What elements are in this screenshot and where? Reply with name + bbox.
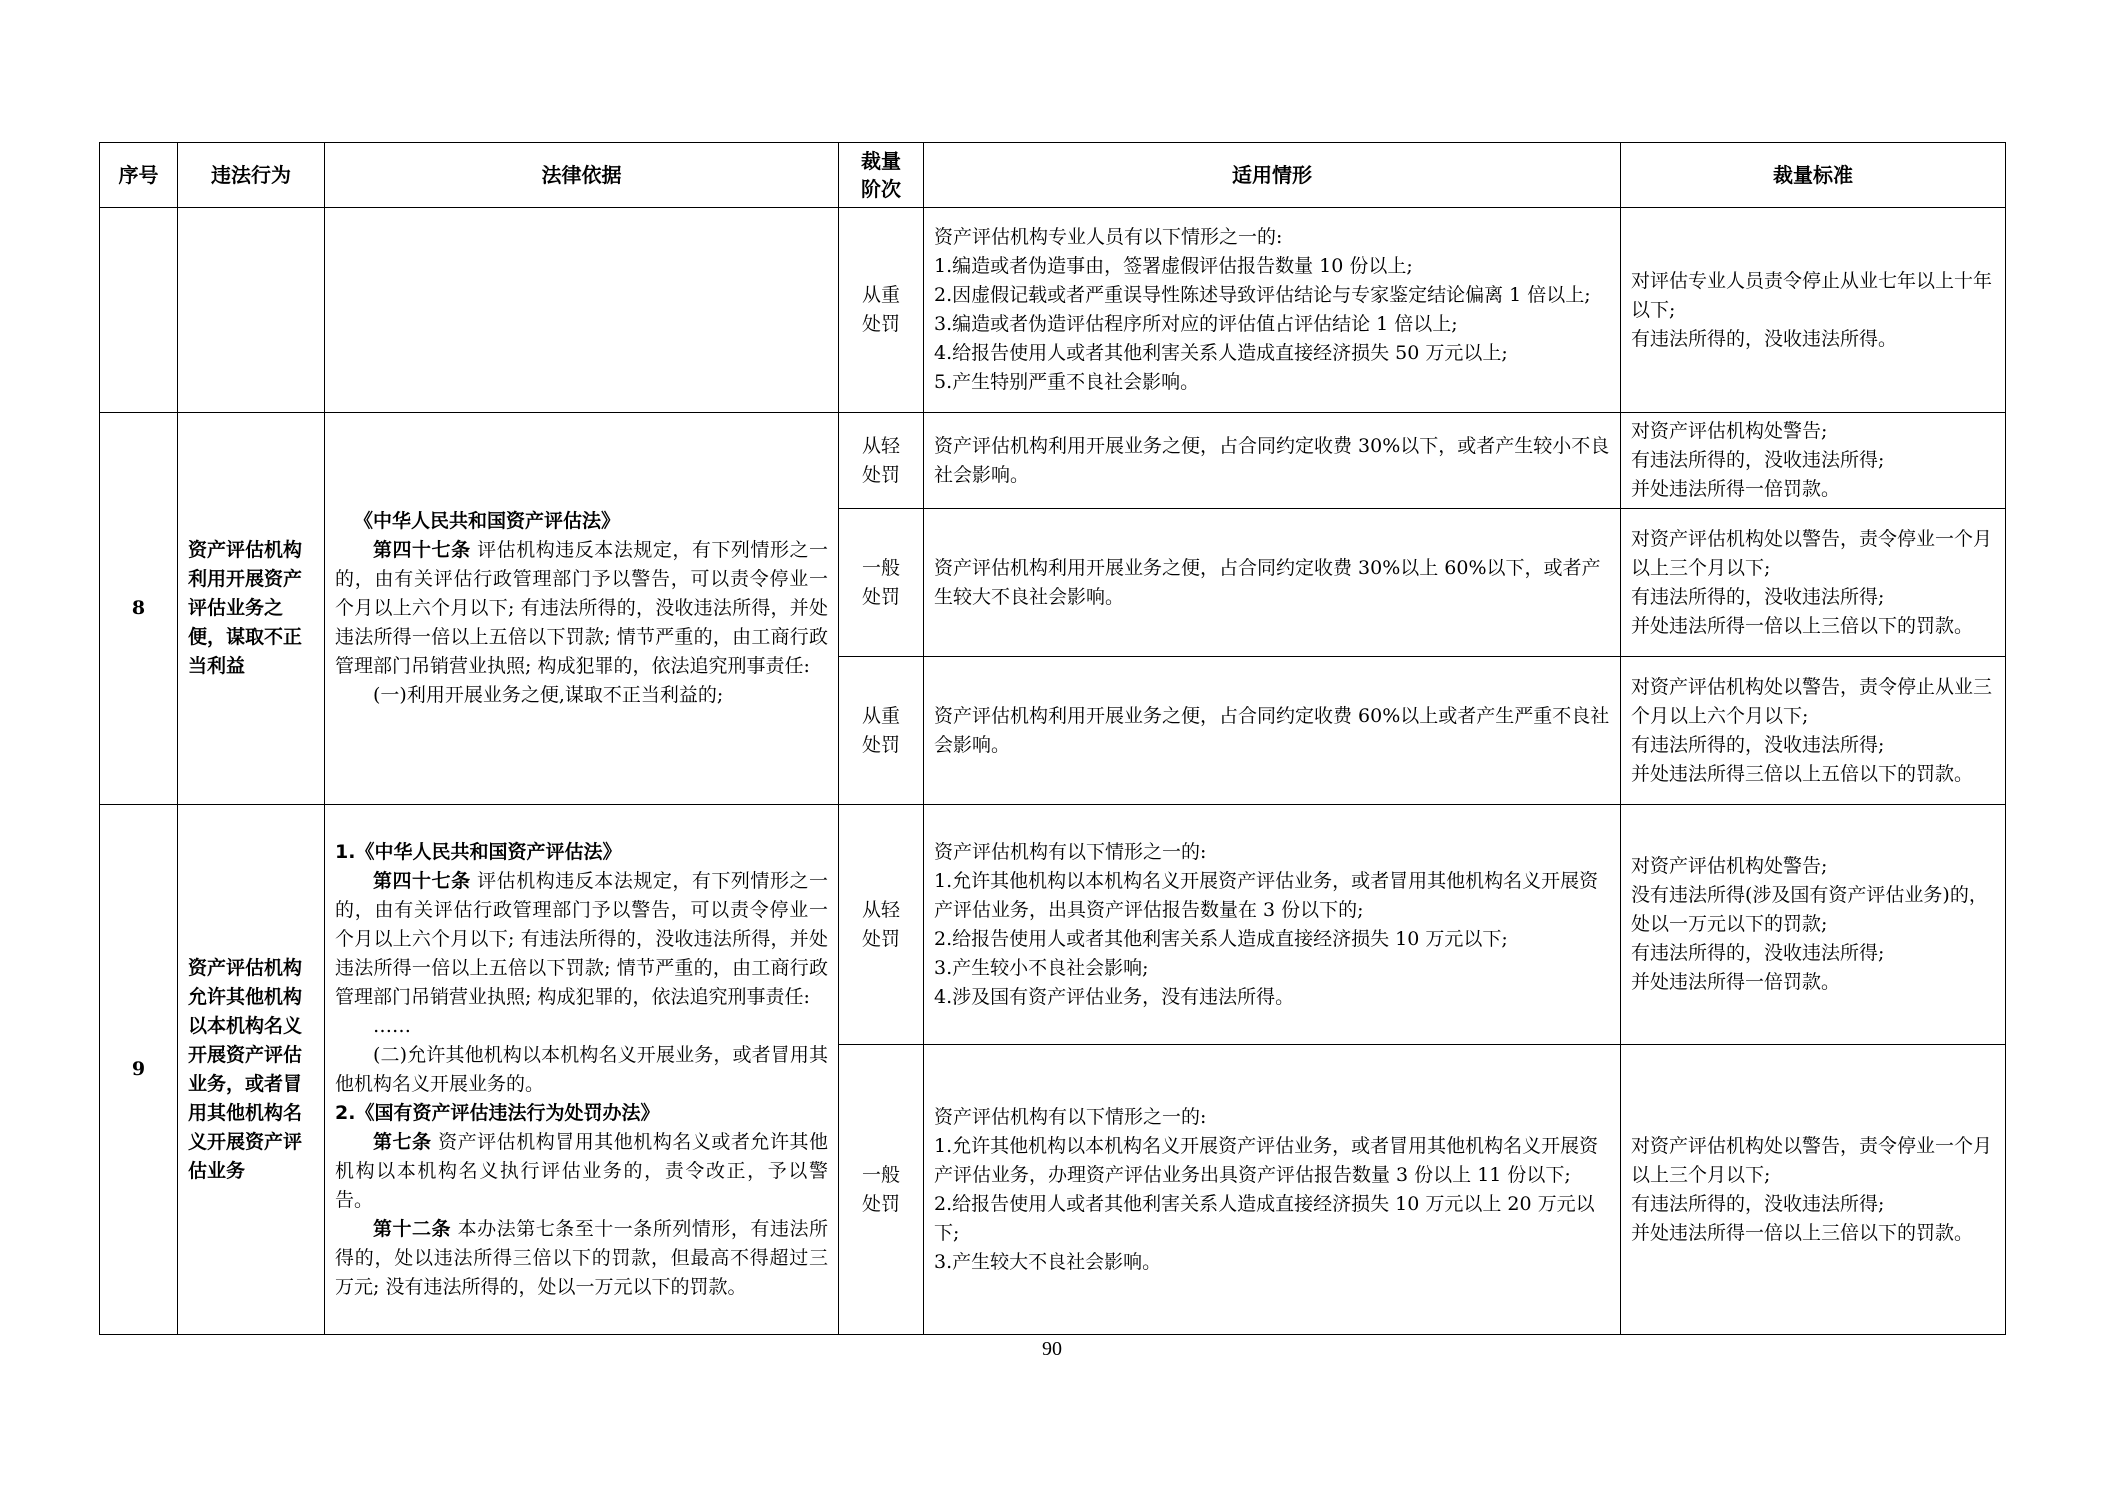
cell-law [325, 208, 839, 413]
cell-standard: 对资产评估机构处警告; 没有违法所得(涉及国有资产评估业务)的，处以一万元以下的罚款; 有违法所得的，没收违法所得; 并处违法所得一倍罚款。 [1621, 805, 2006, 1045]
page-number: 90 [1042, 1338, 1062, 1360]
cell-situation: 资产评估机构专业人员有以下情形之一的: 1.编造或者伪造事由，签署虚假评估报告数量 10 份以上; 2.因虚假记载或者严重误导性陈述导致评估结论与专家鉴定结论偏离 1 倍以上; 3.编造或者伪造评估程序所对应的评估值占评估结论 1 倍以上; 4.给报告使用人或者其他利害关系人造成直接经济损失 50 万元以上; 5.产生特别严重不良社会影响。 [924, 208, 1621, 413]
cell-level: 从轻 处罚 [839, 413, 924, 509]
header-no: 序号 [100, 143, 178, 208]
cell-act: 资产评估机构允许其他机构以本机构名义开展资产评估业务，或者冒用其他机构名义开展资产评估业务 [178, 805, 325, 1335]
cell-no [100, 208, 178, 413]
penalty-discretion-table [99, 142, 2006, 1335]
cell-level: 一般 处罚 [839, 1045, 924, 1335]
cell-standard: 对资产评估机构处以警告，责令停止从业三个月以上六个月以下; 有违法所得的，没收违法所得; 并处违法所得三倍以上五倍以下的罚款。 [1621, 657, 2006, 805]
cell-act [178, 208, 325, 413]
cell-standard: 对资产评估机构处以警告，责令停业一个月以上三个月以下; 有违法所得的，没收违法所得; 并处违法所得一倍以上三倍以下的罚款。 [1621, 509, 2006, 657]
cell-level: 从轻 处罚 [839, 805, 924, 1045]
cell-level: 从重 处罚 [839, 208, 924, 413]
cell-level: 一般 处罚 [839, 509, 924, 657]
header-level: 裁量 阶次 [839, 143, 924, 208]
header-standard: 裁量标准 [1621, 143, 2006, 208]
cell-situation: 资产评估机构有以下情形之一的: 1.允许其他机构以本机构名义开展资产评估业务，或者冒用其他机构名义开展资产评估业务，出具资产评估报告数量在 3 份以下的; 2.给报告使用人或者其他利害关系人造成直接经济损失 10 万元以下; 3.产生较小不良社会影响; 4.涉及国有资产评估业务，没有违法所得。 [924, 805, 1621, 1045]
cell-standard: 对评估专业人员责令停止从业七年以上十年以下; 有违法所得的，没收违法所得。 [1621, 208, 2006, 413]
table-row [100, 208, 2006, 413]
cell-situation: 资产评估机构利用开展业务之便，占合同约定收费 60%以上或者产生严重不良社会影响。 [924, 657, 1621, 805]
table-row [100, 805, 2006, 1045]
cell-level: 从重 处罚 [839, 657, 924, 805]
cell-no: 8 [100, 413, 178, 805]
cell-act: 资产评估机构利用开展资产评估业务之便，谋取不正当利益 [178, 413, 325, 805]
header-act: 违法行为 [178, 143, 325, 208]
cell-standard: 对资产评估机构处以警告，责令停业一个月以上三个月以下; 有违法所得的，没收违法所得; 并处违法所得一倍以上三倍以下的罚款。 [1621, 1045, 2006, 1335]
cell-situation: 资产评估机构有以下情形之一的: 1.允许其他机构以本机构名义开展资产评估业务，或者冒用其他机构名义开展资产评估业务，办理资产评估业务出具资产评估报告数量 3 份以上 11 份以下; 2.给报告使用人或者其他利害关系人造成直接经济损失 10 万元以上 20 万元以下; 3.产生较大不良社会影响。 [924, 1045, 1621, 1335]
cell-law: 《中华人民共和国资产评估法》 第四十七条 评估机构违反本法规定，有下列情形之一的，由有关评估行政管理部门予以警告，可以责令停业一个月以上六个月以下; 有违法所得的，没收违法所得，并处违法所得一倍以上五倍以下罚款; 情节严重的，由工商行政管理部门吊销营业执照; 构成犯罪的，依法追究刑事责任: (一)利用开展业务之便,谋取不正当利益的; [325, 413, 839, 805]
table-row [100, 413, 2006, 509]
cell-situation: 资产评估机构利用开展业务之便，占合同约定收费 30%以下，或者产生较小不良社会影响。 [924, 413, 1621, 509]
cell-law: 1.《中华人民共和国资产评估法》 第四十七条 评估机构违反本法规定，有下列情形之一的，由有关评估行政管理部门予以警告，可以责令停业一个月以上六个月以下; 有违法所得的，没收违法所得，并处违法所得一倍以上五倍以下罚款; 情节严重的，由工商行政管理部门吊销营业执照; 构成犯罪的，依法追究刑事责任: …… (二)允许其他机构以本机构名义开展业务，或者冒用其他机构名义开展业务的。 2.《国有资产评估违法行为处罚办法》 第七条 资产评估机构冒用其他机构名义或者允许其他机构以本机构名义执行评估业务的，责令改正，予以警告。 第十二条 本办法第七条至十一条所列情形，有违法所得的，处以违法所得三倍以下的罚款，但最高不得超过三万元; 没有违法所得的，处以一万元以下的罚款。 [325, 805, 839, 1335]
header-situation: 适用情形 [924, 143, 1621, 208]
cell-situation: 资产评估机构利用开展业务之便，占合同约定收费 30%以上 60%以下，或者产生较大不良社会影响。 [924, 509, 1621, 657]
table-header-row [100, 143, 2006, 208]
cell-no: 9 [100, 805, 178, 1335]
cell-standard: 对资产评估机构处警告; 有违法所得的，没收违法所得; 并处违法所得一倍罚款。 [1621, 413, 2006, 509]
header-law: 法律依据 [325, 143, 839, 208]
